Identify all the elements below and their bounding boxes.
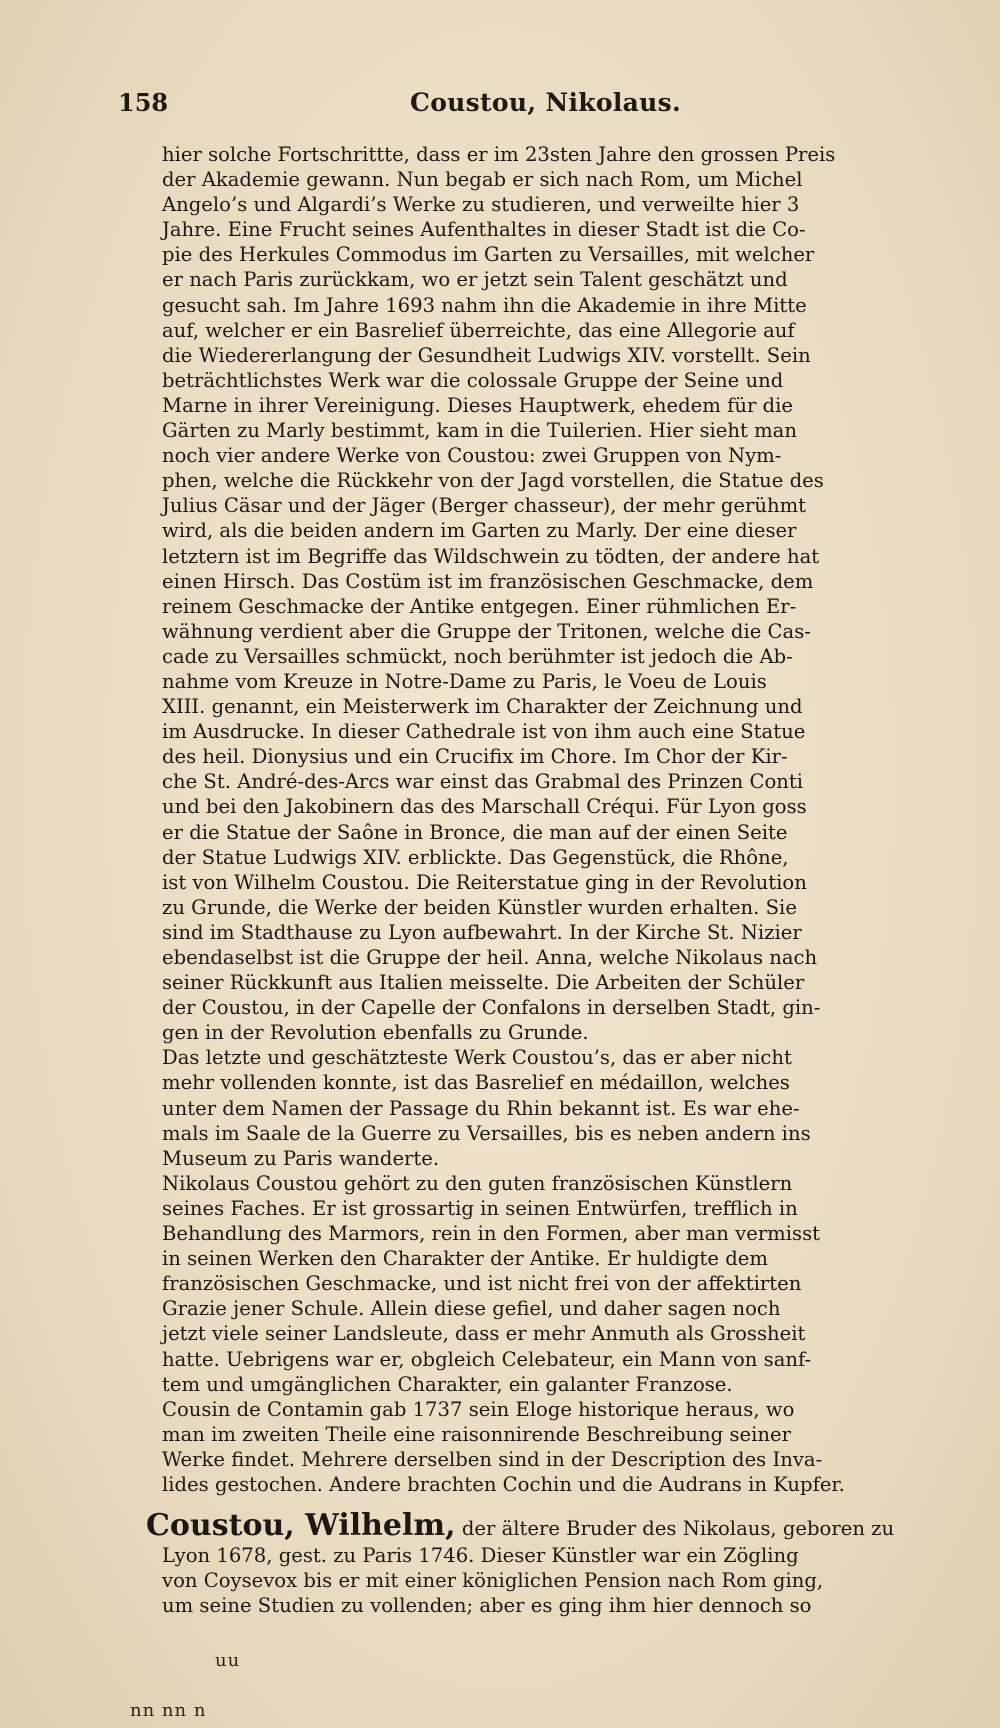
text-line: beträchtlichstes Werk war die colossale Gruppe der Seine und [162,368,784,392]
text-line: ebendaselbst ist die Gruppe der heil. Anna, welche Nikolaus nach [162,946,818,969]
text-line: Behandlung des Marmors, rein in den Formen, aber man vermisst [162,1222,821,1246]
entry-first-line-rest: der ältere Bruder des Nikolaus, geboren zu [455,1517,895,1541]
text-line: Das letzte und geschätzteste Werk Coustou’s, das er aber nicht [162,1046,792,1070]
text-line: Cousin de Contamin gab 1737 sein Eloge historique heraus, wo [162,1397,795,1421]
text-line: die Wiedererlangung der Gesundheit Ludwigs XIV. vorstellt. Sein [162,343,811,367]
page-body [146,142,955,1618]
page-header [118,88,960,128]
text-line: Angelo’s und Algardi’s Werke zu studieren, und verweilte hier 3 [162,193,800,217]
text-line: nahme vom Kreuze in Notre-Dame zu Paris, le Voeu de Louis [162,669,767,693]
text-line: der Coustou, in der Capelle der Confalons in derselben Stadt, gin- [162,996,821,1020]
text-line: Julius Cäsar und der Jäger (Berger chasseur), der mehr gerühmt [162,494,807,518]
text-line: Marne in ihrer Vereinigung. Dieses Hauptwerk, ehedem für die [162,393,793,417]
text-line: pie des Herkules Commodus im Garten zu Versailles, mit welcher [162,243,815,267]
text-line: Grazie jener Schule. Allein diese gefiel, und daher sagen noch [162,1297,781,1321]
text-line: noch vier andere Werke von Coustou: zwei Gruppen von Nym- [162,444,782,468]
text-line: in seinen Werken den Charakter der Antike. Er huldigte dem [162,1247,768,1271]
text-line: tem und umgänglichen Charakter, ein galanter Franzose. [162,1372,733,1396]
text-line: gen in der Revolution ebenfalls zu Grunde. [162,1021,589,1045]
entry-first-line [146,1509,955,1543]
text-line: unter dem Namen der Passage du Rhin bekannt ist. Es war ehe- [162,1096,800,1120]
text-line: der Statue Ludwigs XIV. erblickte. Das Gegenstück, die Rhône, [162,845,789,869]
printer-signature-row: nn nn n [130,1700,207,1721]
entry-text-line: von Coysevox bis er mit einer königlichen Pension nach Rom ging, [162,1569,824,1593]
entry-headword: Coustou, Wilhelm, [146,1508,456,1544]
text-line: des heil. Dionysius und ein Crucifix im Chore. Im Chor der Kir- [162,745,788,769]
text-line: Nikolaus Coustou gehört zu den guten französischen Künstlern [162,1171,793,1195]
text-line: phen, welche die Rückkehr von der Jagd vorstellen, die Statue des [162,469,824,493]
text-line: zu Grunde, die Werke der beiden Künstler wurden erhalten. Sie [162,895,797,919]
text-line: XIII. genannt, ein Meisterwerk im Charakter der Zeichnung und [162,695,803,719]
text-line: reinem Geschmacke der Antike entgegen. Einer rühmlichen Er- [162,594,797,618]
text-line: man im zweiten Theile eine raisonnirende Beschreibung seiner [162,1422,791,1446]
running-head: Coustou, Nikolaus. [410,88,682,117]
text-line: im Ausdrucke. In dieser Cathedrale ist von ihm auch eine Statue [162,720,806,744]
page-number: 158 [118,88,169,117]
text-line: cade zu Versailles schmückt, noch berühmter ist jedoch die Ab- [162,644,793,668]
text-line: er die Statue der Saône in Bronce, die man auf der einen Seite [162,820,788,844]
entry-text-line: um seine Studien zu vollenden; aber es ging ihm hier dennoch so [162,1594,812,1618]
text-line: mals im Saale de la Guerre zu Versailles, bis es neben andern ins [162,1121,811,1145]
text-line: und bei den Jakobinern das des Marschall Créqui. Für Lyon goss [162,795,807,819]
text-line: ist von Wilhelm Coustou. Die Reiterstatue ging in der Revolution [162,870,807,894]
text-line: Jahre. Eine Frucht seines Aufenthaltes in dieser Stadt ist die Co- [162,218,806,242]
text-line: letztern ist im Begriffe das Wildschwein zu tödten, der andere hat [162,544,820,568]
text-line: lides gestochen. Andere brachten Cochin und die Audrans in Kupfer. [162,1472,845,1496]
text-line: der Akademie gewann. Nun begab er sich nach Rom, um Michel [162,168,803,192]
text-line: Museum zu Paris wanderte. [162,1146,440,1170]
text-line: auf, welcher er ein Basrelief überreichte, das eine Allegorie auf [162,318,795,342]
text-line: hier solche Fortschrittte, dass er im 23sten Jahre den grossen Preis [162,143,836,166]
printer-signature-mark: uu [215,1650,241,1671]
text-line: Gärten zu Marly bestimmt, kam in die Tuilerien. Hier sieht man [162,419,797,443]
text-line: französischen Geschmacke, und ist nicht frei von der affektirten [162,1272,802,1296]
paragraph-text [162,142,955,1497]
text-line: gesucht sah. Im Jahre 1693 nahm ihn die Akademie in ihre Mitte [162,293,807,317]
text-line: mehr vollenden konnte, ist das Basrelief en médaillon, welches [162,1071,790,1095]
text-line: wähnung verdient aber die Gruppe der Tritonen, welche die Cas- [162,619,811,643]
text-line: seiner Rückkunft aus Italien meisselte. Die Arbeiten der Schüler [162,971,805,995]
text-line: er nach Paris zurückkam, wo er jetzt sein Talent geschätzt und [162,268,788,292]
text-line: jetzt viele seiner Landsleute, dass er mehr Anmuth als Grossheit [162,1322,806,1346]
text-line: einen Hirsch. Das Costüm ist im französischen Geschmacke, dem [162,569,814,593]
entry-text-line: Lyon 1678, gest. zu Paris 1746. Dieser Künstler war ein Zögling [162,1544,799,1568]
text-line: Werke findet. Mehrere derselben sind in der Description des Inva- [162,1447,823,1471]
text-line: che St. André-des-Arcs war einst das Grabmal des Prinzen Conti [162,770,804,794]
text-line: seines Faches. Er ist grossartig in seinen Entwürfen, trefflich in [162,1196,798,1220]
text-line: wird, als die beiden andern im Garten zu Marly. Der eine dieser [162,519,797,543]
entry-text [162,1543,955,1618]
text-line: sind im Stadthause zu Lyon aufbewahrt. In der Kirche St. Nizier [162,920,802,944]
text-line: hatte. Uebrigens war er, obgleich Celebateur, ein Mann von sanf- [162,1347,812,1371]
